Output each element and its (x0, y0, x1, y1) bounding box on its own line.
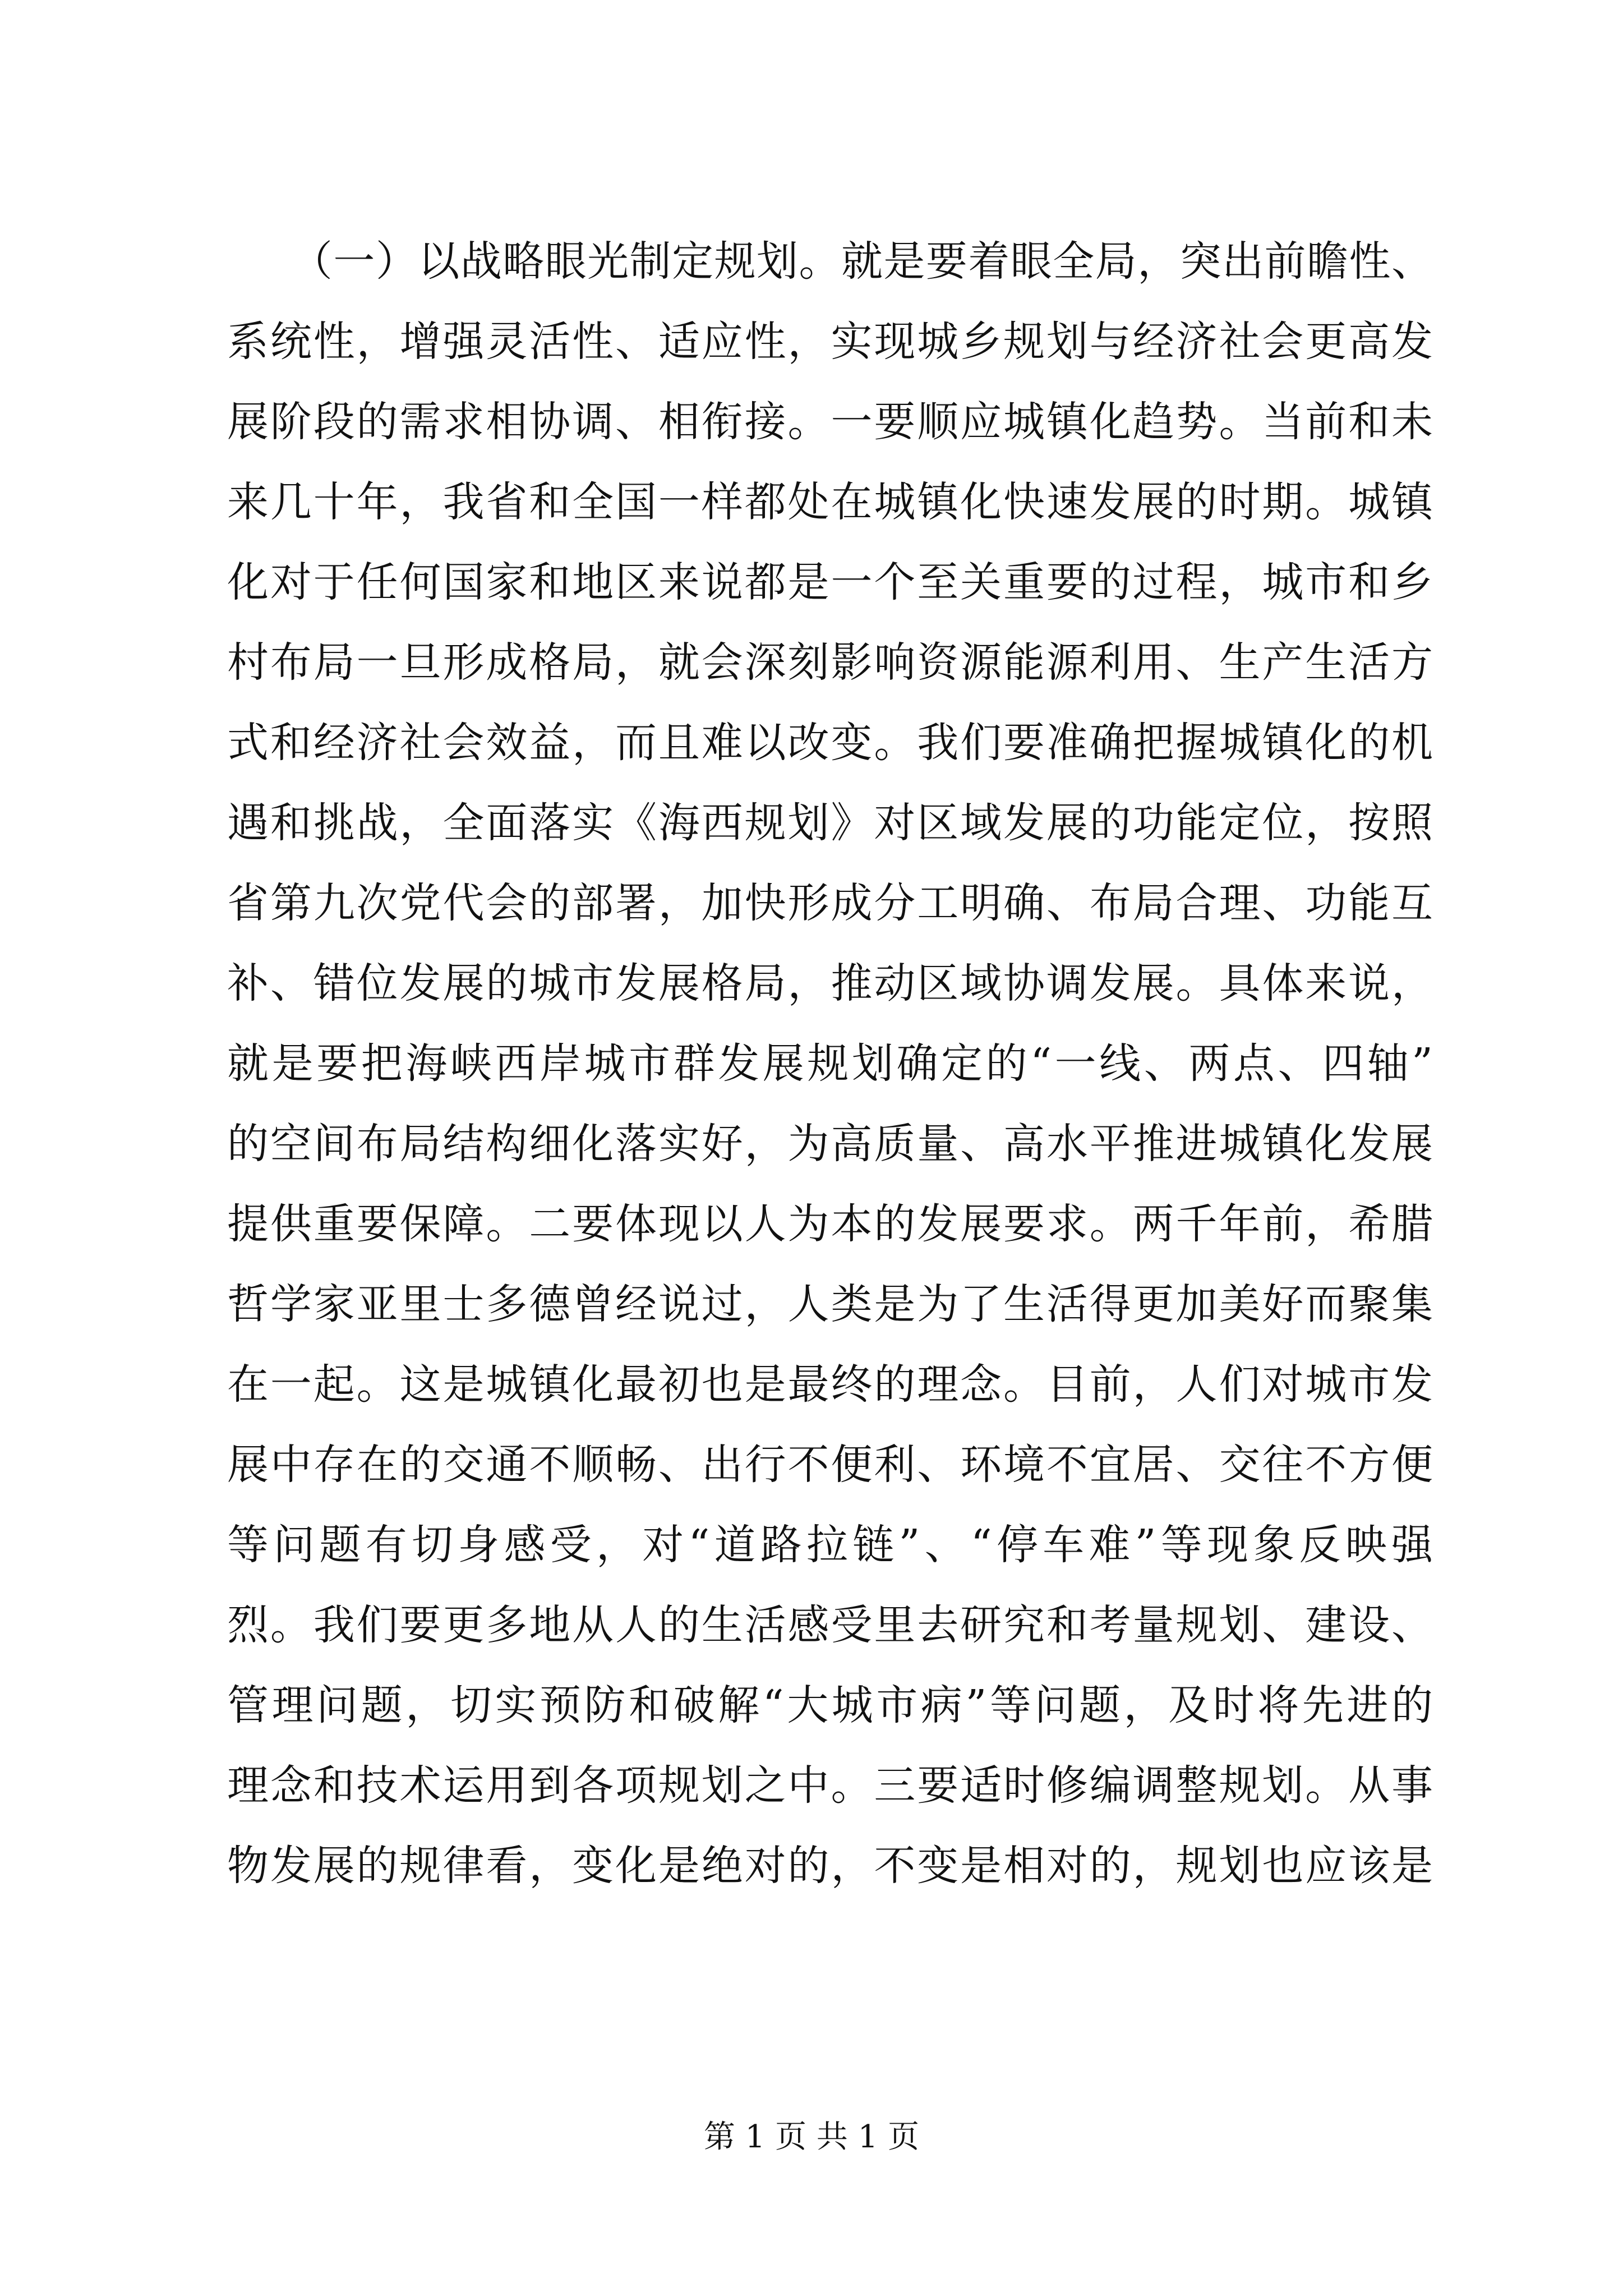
paragraph-line: 补、错位发展的城市发展格局，推动区域协调发展。具体来说， (227, 959, 1433, 1007)
paragraph-line: 展阶段的需求相协调、相衔接。一要顺应城镇化趋势。当前和未 (227, 398, 1433, 446)
paragraph-line: 烈。我们要更多地从人的生活感受里去研究和考量规划、建设、 (227, 1601, 1433, 1649)
paragraph-line: 系统性，增强灵活性、适应性，实现城乡规划与经济社会更高发 (227, 318, 1433, 366)
paragraph-line: 来几十年，我省和全国一样都处在城镇化快速发展的时期。城镇 (227, 478, 1433, 526)
paragraph-line: 省第九次党代会的部署，加快形成分工明确、布局合理、功能互 (227, 879, 1433, 927)
paragraph-line: （一）以战略眼光制定规划。就是要着眼全局，突出前瞻性、 (227, 237, 1433, 286)
paragraph-line: 等问题有切身感受，对“道路拉链”、“停车难”等现象反映强 (227, 1521, 1433, 1569)
body-paragraph (227, 222, 1433, 1906)
page-footer: 第 1 页 共 1 页 (703, 2119, 920, 2155)
paragraph-line: 就是要把海峡西岸城市群发展规划确定的“一线、两点、四轴” (227, 1039, 1433, 1088)
paragraph-line: 提供重要保障。二要体现以人为本的发展要求。两千年前，希腊 (227, 1200, 1433, 1248)
paragraph-line: 式和经济社会效益，而且难以改变。我们要准确把握城镇化的机 (227, 719, 1433, 767)
paragraph-line: 在一起。这是城镇化最初也是最终的理念。目前，人们对城市发 (227, 1360, 1433, 1409)
paragraph-line: 理念和技术运用到各项规划之中。三要适时修编调整规划。从事 (227, 1761, 1433, 1810)
paragraph-line: 的空间布局结构细化落实好，为高质量、高水平推进城镇化发展 (227, 1120, 1433, 1168)
paragraph-line: 化对于任何国家和地区来说都是一个至关重要的过程，城市和乡 (227, 558, 1433, 606)
paragraph-line: 管理问题，切实预防和破解“大城市病”等问题，及时将先进的 (227, 1681, 1433, 1729)
paragraph-line: 村布局一旦形成格局，就会深刻影响资源能源利用、生产生活方 (227, 638, 1433, 687)
paragraph-line: 展中存在的交通不顺畅、出行不便利、环境不宜居、交往不方便 (227, 1441, 1433, 1489)
paragraph-line: 哲学家亚里士多德曾经说过，人类是为了生活得更加美好而聚集 (227, 1280, 1433, 1328)
paragraph-line: 遇和挑战，全面落实《海西规划》对区域发展的功能定位，按照 (227, 799, 1433, 847)
paragraph-line: 物发展的规律看，变化是绝对的，不变是相对的，规划也应该是 (227, 1842, 1433, 1890)
